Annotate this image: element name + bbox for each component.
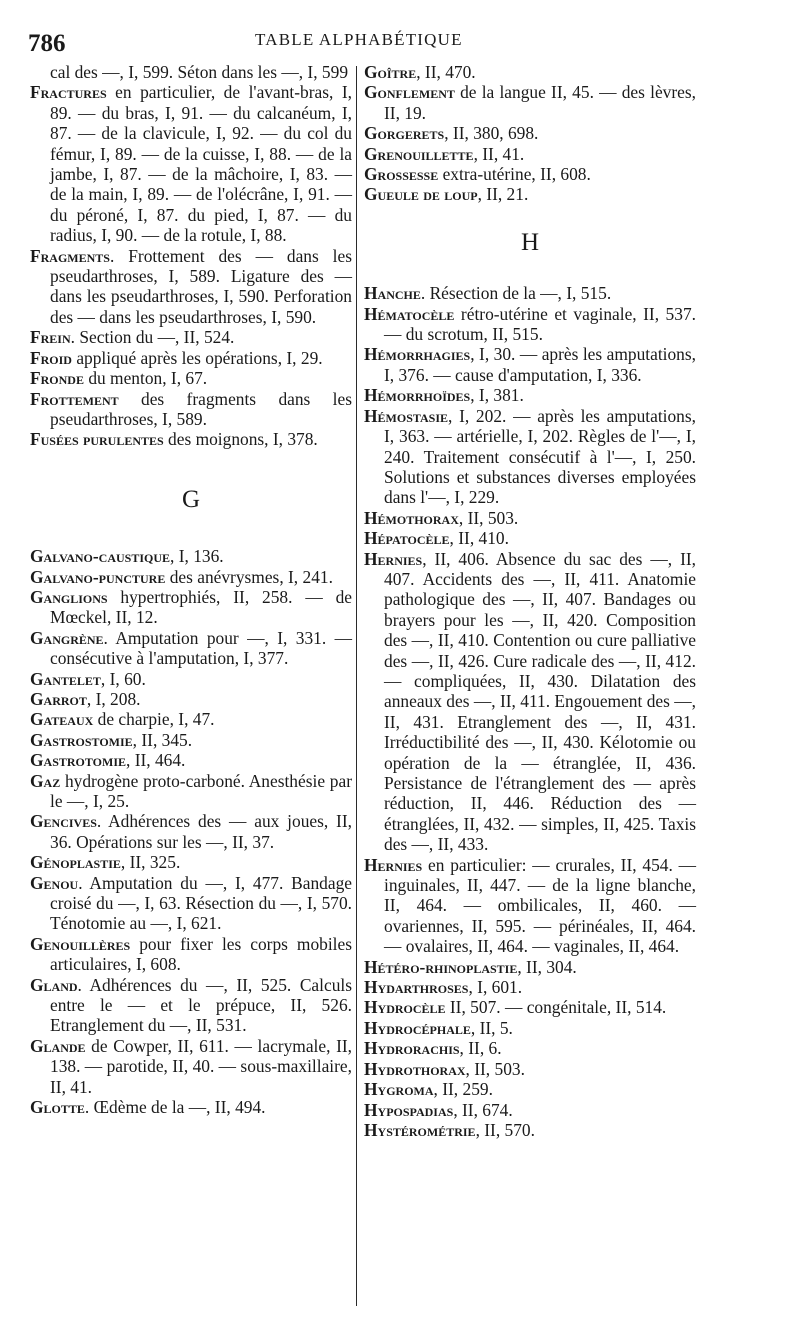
index-entry (364, 406, 696, 508)
entry-term: Hernies (364, 854, 423, 875)
entry-term: Gastrostomie (30, 729, 133, 750)
right-column (364, 62, 696, 1140)
index-entry (364, 549, 696, 855)
entry-text: pour fixer les corps mobiles articulaires, I, 608. (50, 933, 352, 975)
index-entry (30, 368, 352, 388)
entry-term: Génoplastie (30, 852, 121, 873)
entry-term: Hémostasie (364, 405, 448, 426)
index-entry (30, 934, 352, 975)
entry-text: . Adhérences du —, II, 525. Calculs entre le — et le prépuce, II, 526. Etranglement du —, II, 531. (50, 974, 352, 1036)
entry-text: des fragments dans les pseudarthroses, I, 589. (50, 388, 352, 429)
entry-text: , I, 30. — après les amputations, I, 376. — cause d'amputation, I, 336. (384, 344, 696, 385)
entry-text: , II, 6. (459, 1038, 502, 1059)
entry-term: Hématocèle (364, 303, 455, 324)
index-entry (364, 304, 696, 345)
entry-term: Glande (30, 1035, 86, 1056)
entry-term: Grossesse (364, 164, 439, 185)
entry-text: , II, 325. (120, 852, 181, 873)
entry-term: Fronde (30, 368, 84, 389)
entry-term: Hydrocèle (364, 997, 446, 1018)
index-entry (364, 62, 696, 82)
index-entry (30, 587, 352, 628)
index-entry (30, 709, 352, 729)
entry-text: extra-utérine, II, 608. (438, 164, 591, 185)
entry-term: Hystérométrie (364, 1119, 476, 1140)
entry-term: Gangrène (30, 627, 104, 648)
entry-term: Gonflement (364, 82, 455, 103)
entry-term: Fragments (30, 245, 110, 266)
index-entry (364, 1079, 696, 1099)
index-entry (364, 957, 696, 977)
entry-term: Gaz (30, 770, 61, 791)
entry-text: , I, 601. (468, 977, 523, 998)
index-entry (364, 1059, 696, 1079)
index-entry (364, 344, 696, 385)
entry-text: , II, 503. (465, 1058, 525, 1079)
entry-text: , II, 304. (517, 956, 577, 977)
entry-term: Hydrothorax (364, 1058, 466, 1079)
left-column (30, 62, 352, 1118)
entry-text: , II, 345. (132, 729, 193, 750)
index-entry (30, 567, 352, 587)
index-entry (364, 1038, 696, 1058)
entry-term: Hétéro-rhinoplastie (364, 956, 518, 977)
entry-text: , II, 5. (470, 1017, 513, 1038)
entry-term: Gantelet (30, 668, 101, 689)
entry-text: hypertrophiés, II, 258. — de Mœckel, II, 12. (50, 586, 352, 628)
entry-text: . Œdème de la —, II, 494. (84, 1097, 266, 1118)
entry-text: . Frottement des — dans les pseudarthroses, I, 589. Ligature des — dans les pseudarthroses, I, 590. Perforation des — dans les pseudarthroses, I, 590. (50, 245, 352, 327)
entry-text: , II, 570. (475, 1119, 535, 1140)
entry-text: , II, 406. Absence du sac des —, II, 407. Accidents des —, II, 411. Anatomie pathologique des —, II, 407. Bandages ou brayers pour les —, II, 420. Composition des —, II, 410. Contention ou cure palliative des —, II, 426. Cure radicale des —, II, 412. — compliquées, II, 430. Dilatation des anneaux des —, II, 411. Engouement des —, II, 431. Etranglement des —, II, 431. Irréductibilité des —, II, 430. Kélotomie ou opération de la — étranglée, II, 436. Persistance de l'étranglement des — après réduction, II, 446. Réduction des — étranglées, II, 432. — simples, II, 425. Taxis des —, II, 433. (384, 548, 696, 855)
entry-text: . Adhérences des — aux joues, II, 36. Opérations sur les —, II, 37. (50, 811, 352, 852)
entry-text: , II, 470. (416, 62, 476, 82)
entry-text: rétro-utérine et vaginale, II, 537. — du scrotum, II, 515. (384, 303, 696, 345)
entry-term: Gorgerets (364, 123, 445, 144)
entry-text: II, 507. — congénitale, II, 514. (445, 997, 667, 1018)
entry-text: des anévrysmes, I, 241. (165, 566, 333, 587)
entry-text: , II, 259. (433, 1079, 493, 1100)
entry-term: Hépatocèle (364, 528, 450, 549)
entry-text: , II, 674. (453, 1099, 513, 1120)
column-divider (356, 66, 357, 1306)
entry-text: en particulier: — crurales, II, 454. — inguinales, II, 447. — de la ligne blanche, II, 464. — ombilicales, II, 460. — ovariennes, II, 595. — périnéales, II, 464. — ovalaires, II, 464. — vaginales, II, 464. (384, 854, 696, 957)
index-entry (364, 997, 696, 1017)
index-entry (30, 1097, 352, 1117)
entries-h (364, 283, 696, 1140)
entry-text: du menton, I, 67. (83, 368, 208, 389)
entry-text: , II, 410. (449, 528, 509, 549)
entry-term: Hémothorax (364, 507, 459, 528)
entry-term: Ganglions (30, 586, 108, 607)
entry-text: . Amputation du —, I, 477. Bandage croisé du —, I, 63. Résection du —, I, 570. Ténotomie au —, I, 621. (50, 872, 352, 934)
entry-text: hydrogène proto-carboné. Anesthésie par le —, I, 25. (50, 770, 352, 811)
entry-term: Galvano-caustique (30, 546, 171, 567)
entry-term: Goître (364, 62, 417, 82)
index-entry (364, 123, 696, 143)
entry-text: de la langue II, 45. — des lèvres, II, 19. (384, 82, 696, 123)
entry-term: Galvano-puncture (30, 566, 166, 587)
entry-text: , II, 380, 698. (444, 123, 539, 144)
entry-text: . Section du —, II, 524. (70, 327, 235, 348)
index-entry (30, 669, 352, 689)
entries-g-left (30, 546, 352, 1117)
section-letter-g: G (181, 485, 201, 513)
entry-term: Genouillères (30, 933, 131, 954)
entry-text: , II, 464. (126, 750, 186, 771)
entry-term: Fractures (30, 82, 107, 103)
entry-term: Frottement (30, 388, 119, 409)
entry-term: Gueule de loup (364, 184, 478, 205)
index-entry (30, 750, 352, 770)
entry-text: , II, 503. (458, 507, 519, 528)
page-number: 786 (28, 30, 66, 57)
entry-term: Hypospadias (364, 1099, 454, 1120)
index-entry (30, 1036, 352, 1097)
entry-term: Hémorrhoïdes (364, 385, 471, 406)
entry-term: Hanche (364, 283, 421, 304)
index-entry (364, 144, 696, 164)
entry-text: en particulier, de l'avant-bras, I, 89. — du bras, I, 91. — du calcanéum, I, 87. — de la clavicule, I, 92. — du col du fémur, I, 89. — de la cuisse, I, 88. — de la jambe, I, 87. — de la mâchoire, I, 83. — de la main, I, 89. — de l'olécrâne, I, 91. — du péroné, I, 87. du pied, I, 87. — du radius, I, 90. — de la rotule, I, 88. (50, 82, 352, 246)
entry-term: Garrot (30, 688, 87, 709)
index-entry (364, 82, 696, 123)
index-entry (30, 811, 352, 852)
index-entry (364, 528, 696, 548)
entry-text: , I, 381. (470, 385, 524, 406)
entry-term: Hydrocéphale (364, 1017, 471, 1038)
index-entry (30, 246, 352, 328)
entry-text: de Cowper, II, 611. — lacrymale, II, 138. — parotide, II, 40. — sous-maxillaire, II, 41. (50, 1035, 352, 1097)
entry-text: , I, 202. — après les amputations, I, 363. — artérielle, I, 202. Règles de l'—, I, 240. Traitement consécutif à l'—, I, 250. Solutions et substances diverses employées dans l'—, I, 229. (384, 405, 696, 508)
entry-text: . Amputation pour —, I, 331. — consécutive à l'amputation, I, 377. (50, 627, 352, 669)
index-entry (30, 689, 352, 709)
entry-text: , II, 21. (477, 184, 529, 205)
entry-text: , I, 208. (86, 688, 141, 709)
index-entry (30, 327, 352, 347)
entry-text: appliqué après les opérations, I, 29. (71, 347, 323, 368)
entry-term: Genou (30, 872, 79, 893)
entry-term: Gastrotomie (30, 750, 126, 771)
entry-term: Gencives (30, 811, 97, 832)
entry-term: Glotte (30, 1097, 85, 1118)
section-letter-h: H (520, 228, 540, 256)
entries-f (30, 82, 352, 449)
index-entry (30, 348, 352, 368)
entry-term: Hydarthroses (364, 977, 469, 998)
entry-term: Hygroma (364, 1079, 434, 1100)
entry-text: , II, 41. (473, 143, 525, 164)
index-entry (30, 628, 352, 669)
running-title: TABLE ALPHABÉTIQUE (255, 30, 463, 49)
entry-text: de charpie, I, 47. (93, 709, 215, 730)
index-entry (30, 429, 352, 449)
entry-term: Froid (30, 347, 72, 368)
index-entry (364, 977, 696, 997)
index-entry (364, 164, 696, 184)
entry-text: des moignons, I, 378. (163, 429, 318, 450)
entry-term: Grenouillette (364, 143, 474, 164)
entry-text: , I, 60. (100, 668, 146, 689)
index-entry (30, 82, 352, 245)
index-entry (364, 184, 696, 204)
index-entry (364, 385, 696, 405)
entry-term: Gland (30, 974, 78, 995)
entry-text: . Résection de la —, I, 515. (420, 283, 612, 304)
entry-term: Gateaux (30, 709, 94, 730)
entry-term: Fusées purulentes (30, 429, 164, 450)
continued-entry: cal des —, I, 599. Séton dans les —, I, 599 (50, 62, 349, 82)
index-entry (364, 1100, 696, 1120)
index-entry (30, 975, 352, 1036)
index-entry (30, 771, 352, 812)
index-entry (30, 852, 352, 872)
index-entry (30, 389, 352, 430)
entry-term: Hydrorachis (364, 1038, 460, 1059)
entry-term: Hémorrhagies (364, 344, 471, 365)
entry-term: Frein (30, 327, 71, 348)
index-entry (364, 283, 696, 303)
index-entry (30, 546, 352, 566)
entry-term: Hernies (364, 548, 423, 569)
entry-text: , I, 136. (170, 546, 224, 567)
index-entry (364, 1120, 696, 1140)
index-entry (364, 1018, 696, 1038)
entries-g-right (364, 62, 696, 205)
index-entry (30, 873, 352, 934)
index-entry (364, 508, 696, 528)
index-entry (364, 855, 696, 957)
index-entry (30, 730, 352, 750)
